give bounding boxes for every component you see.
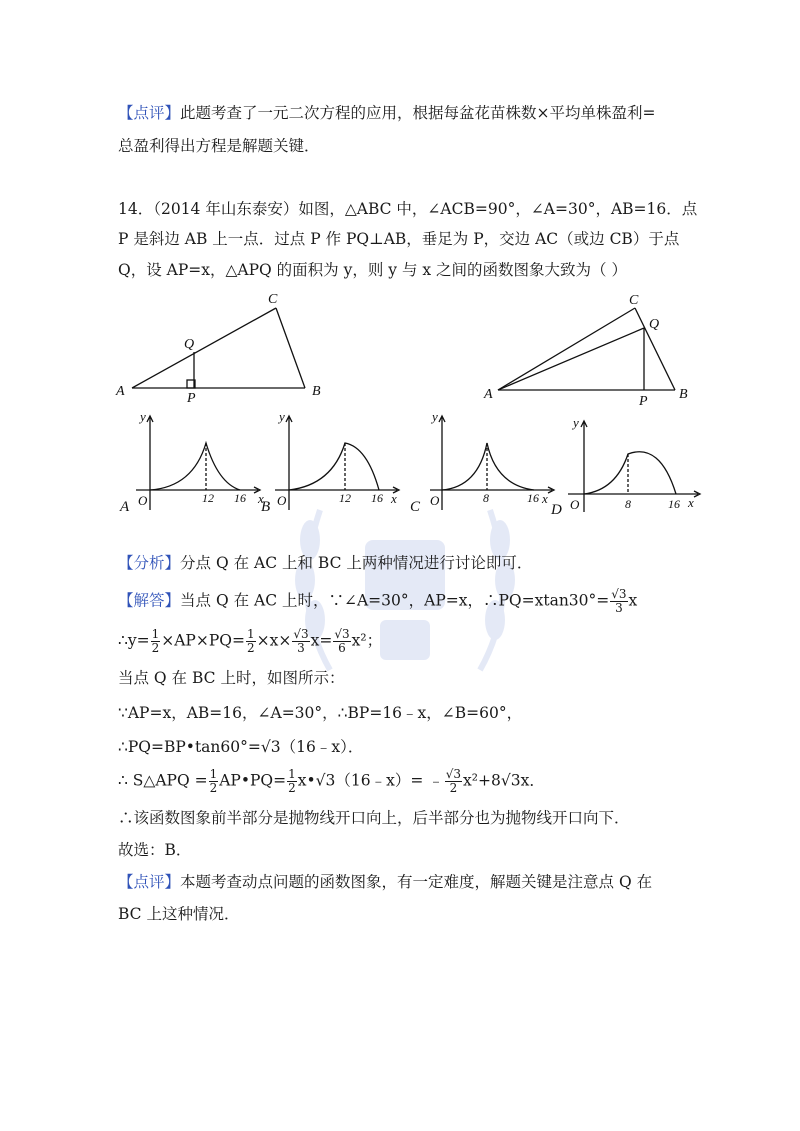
solution-line-4: ∵AP=x，AB=16，∠A=30°，∴BP=16﹣x，∠B=60°， [118, 704, 523, 722]
label-A: A [116, 384, 125, 399]
solution-line-1 [118, 588, 637, 615]
option-graph-b [257, 405, 407, 515]
analysis-line [118, 553, 532, 573]
fraction: $\frac{√3}{3}$ [611, 587, 627, 615]
analysis-tag: 【分析】 [118, 554, 181, 572]
label-C: C [629, 293, 639, 308]
y-axis-label: y [279, 409, 285, 424]
review-line-4: BC 上这种情况． [118, 905, 240, 923]
solution-text: x [628, 591, 638, 610]
solution-line-2 [118, 628, 382, 655]
fraction: $\frac{1}{2}$ [288, 767, 296, 795]
review-text: 本题考查动点问题的函数图象，有一定难度，解题关键是注意点 Q 在 [180, 873, 653, 891]
fraction: $\frac{1}{2}$ [151, 627, 160, 655]
label-B: B [312, 384, 321, 399]
origin-label: O [138, 493, 148, 508]
review-line-2: 总盈利得出方程是解题关键． [118, 137, 320, 155]
option-letter: D [551, 502, 562, 518]
option-graph-a [118, 405, 271, 515]
solution-line-5: ∴PQ=BP•tan60°=√3（16﹣x）． [118, 738, 364, 756]
triangle-figure-left [110, 290, 350, 405]
tick-label: 16 [527, 491, 539, 505]
label-Q: Q [649, 317, 660, 332]
tick-label: 12 [202, 491, 214, 505]
solution-text: x= [310, 631, 333, 650]
tick-label: 16 [668, 497, 680, 511]
option-letter: A [120, 499, 130, 515]
option-letter: B [261, 499, 271, 515]
solution-line-7: ∴该函数图象前半部分是抛物线开口向上，后半部分也为抛物线开口向下． [118, 809, 630, 827]
solution-text: AP•PQ= [219, 771, 287, 790]
fraction: $\frac{√3}{2}$ [445, 767, 462, 795]
solution-text: ∴y= [118, 631, 150, 650]
label-Q: Q [184, 337, 195, 352]
label-P: P [187, 391, 196, 406]
solution-text: x•√3（16﹣x）= ﹣ [297, 771, 444, 790]
solution-text: 当点 Q 在 AC 上时，∵∠A=30°，AP=x，∴PQ=xtan30°= [180, 591, 610, 610]
problem-line-2: P 是斜边 AB 上一点．过点 P 作 PQ⊥AB，垂足为 P，交边 AC（或边 CB）于点 [118, 230, 680, 248]
problem-line-1: 14．（2014 年山东泰安）如图，△ABC 中，∠ACB=90°，∠A=30°，AB=16．点 [118, 200, 698, 218]
label-B: B [679, 387, 688, 402]
option-letter: C [410, 499, 421, 515]
y-axis-label: y [573, 415, 579, 430]
origin-label: O [277, 493, 287, 508]
option-graph-c [412, 405, 562, 515]
solution-text: ×x× [256, 631, 292, 650]
fraction: $\frac{√3}{3}$ [293, 627, 309, 655]
fraction: $\frac{1}{2}$ [246, 627, 255, 655]
origin-label: O [430, 493, 440, 508]
solution-text: x²+8√3x． [463, 771, 545, 790]
tick-label: 16 [234, 491, 246, 505]
tick-label: 8 [483, 491, 489, 505]
solution-text: x²； [351, 631, 383, 650]
solution-text: ∴ S△APQ = [118, 771, 208, 790]
label-P: P [639, 394, 648, 409]
analysis-text: 分点 Q 在 AC 上和 BC 上两种情况进行讨论即可． [180, 554, 533, 572]
x-axis-label: x [542, 491, 548, 506]
tick-label: 12 [339, 491, 351, 505]
review-line-1 [118, 103, 656, 123]
triangle-figure-right [480, 290, 700, 410]
fraction: $\frac{√3}{6}$ [334, 627, 350, 655]
review-text: 此题考查了一元二次方程的应用，根据每盆花苗株数×平均单株盈利= [180, 104, 656, 122]
fraction: $\frac{1}{2}$ [209, 767, 218, 795]
problem-line-3: Q，设 AP=x，△APQ 的面积为 y，则 y 与 x 之间的函数图象大致为（ ） [118, 261, 627, 279]
x-axis-label: x [688, 495, 694, 510]
y-axis-label: y [140, 409, 146, 424]
solution-line-6 [118, 768, 545, 795]
tick-label: 8 [625, 497, 631, 511]
x-axis-label: x [258, 491, 264, 506]
review-tag: 【点评】 [118, 873, 181, 891]
solution-tag: 【解答】 [118, 591, 181, 610]
label-A: A [484, 387, 493, 402]
tick-label: 16 [371, 491, 383, 505]
x-axis-label: x [391, 491, 397, 506]
solution-text: ×AP×PQ= [161, 631, 245, 650]
review-tag: 【点评】 [118, 104, 181, 122]
solution-line-8: 故选：B． [118, 841, 192, 859]
option-graph-d [548, 412, 708, 522]
solution-line-3: 当点 Q 在 BC 上时，如图所示： [118, 669, 345, 687]
label-C: C [268, 292, 278, 307]
origin-label: O [570, 497, 580, 512]
y-axis-label: y [432, 409, 438, 424]
review-line-3 [118, 872, 652, 892]
